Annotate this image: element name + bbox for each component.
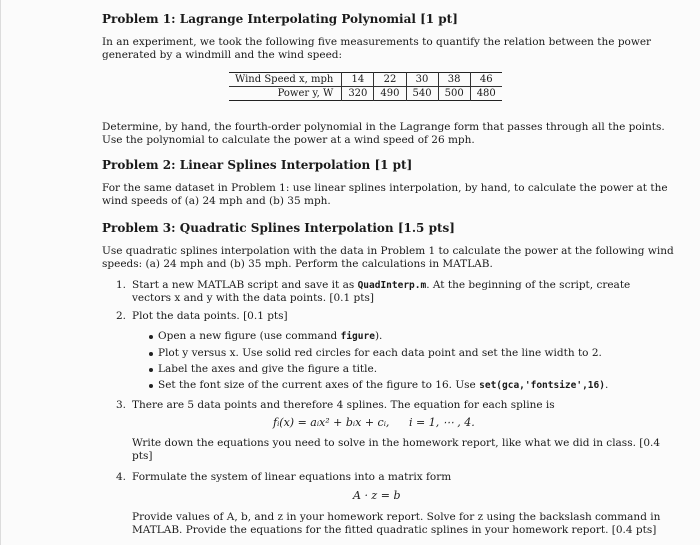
matrix-equation: A · z = b xyxy=(353,489,401,502)
bullet-dot xyxy=(149,352,153,356)
table-cell: 320 xyxy=(342,87,374,101)
table-cell: 38 xyxy=(438,73,470,87)
step4-line2: Provide values of A, b, and z in your homework report. Solve for z using the backslash command in xyxy=(132,511,661,523)
step4-line3: MATLAB. Provide the equations for the fitted quadratic splines in your homework report. [0.4 pts] xyxy=(132,524,657,536)
wind-data-table xyxy=(229,72,502,101)
spline-equation: fᵢ(x) = aᵢx² + bᵢx + cᵢ, xyxy=(273,416,390,429)
step1-line2: vectors x and y with the data points. [0.1 pts] xyxy=(132,292,374,304)
table-cell: 540 xyxy=(406,87,438,101)
step3-line2: Write down the equations you need to solve in the homework report, like what we did in class. [0.4 xyxy=(132,437,661,449)
step2-number: 2. xyxy=(116,310,127,322)
problem1-task-line1: Determine, by hand, the fourth-order polynomial in the Lagrange form that passes through all the points. xyxy=(102,121,665,133)
step1-text-b: . At the beginning of the script, create xyxy=(426,279,631,291)
step4-text: Formulate the system of linear equations into a matrix form xyxy=(132,471,452,483)
bullet4-text-b: . xyxy=(604,379,609,391)
bullet1-text-a: Open a new figure (use command xyxy=(158,330,338,342)
table-cell: 30 xyxy=(406,73,438,87)
problem1-task-line2: Use the polynomial to calculate the power at a wind speed of 26 mph. xyxy=(102,134,475,146)
table-cell: 480 xyxy=(470,87,502,101)
bullet1-code: figure xyxy=(340,331,375,342)
bullet-dot xyxy=(149,384,153,388)
bullet2-text: Plot y versus x. Use solid red circles for each data point and set the line width to 2. xyxy=(158,347,602,359)
problem2-line1: For the same dataset in Problem 1: use linear splines interpolation, by hand, to calculate the power at the xyxy=(102,182,668,194)
step1-text xyxy=(132,279,630,292)
table-cell: 490 xyxy=(374,87,406,101)
bullet4-text xyxy=(158,379,608,392)
problem2-title: Problem 2: Linear Splines Interpolation [1 pt] xyxy=(102,158,413,172)
row-label-power: Power y, W xyxy=(277,88,334,99)
table-row xyxy=(229,87,502,101)
bullet-dot xyxy=(149,335,153,339)
step2-text: Plot the data points. [0.1 pts] xyxy=(132,310,288,322)
step1-text-a: Start a new MATLAB script and save it as xyxy=(132,279,355,291)
table-cell: 46 xyxy=(470,73,502,87)
table-row xyxy=(229,73,502,87)
bullet1-text xyxy=(158,330,382,343)
problem3-title: Problem 3: Quadratic Splines Interpolation [1.5 pts] xyxy=(102,221,455,235)
bullet4-text-a: Set the font size of the current axes of the figure to 16. Use xyxy=(158,379,476,391)
step1-filename: QuadInterp.m xyxy=(357,280,427,291)
bullet4-code: set(gca,'fontsize',16) xyxy=(479,380,605,391)
problem3-line1: Use quadratic splines interpolation with the data in Problem 1 to calculate the power at the following wind xyxy=(102,245,674,257)
step4-number: 4. xyxy=(116,471,127,483)
step3-number: 3. xyxy=(116,399,127,411)
problem1-intro-line2: generated by a windmill and the wind speed: xyxy=(102,49,343,61)
spline-index-range: i = 1, ⋯ , 4. xyxy=(409,416,475,429)
step1-number: 1. xyxy=(116,279,127,291)
problem2-line2: wind speeds of (a) 24 mph and (b) 35 mph. xyxy=(102,195,331,207)
step3-line3: pts] xyxy=(132,450,153,462)
table-cell: 500 xyxy=(438,87,470,101)
bullet-dot xyxy=(149,368,153,372)
problem1-title: Problem 1: Lagrange Interpolating Polynomial [1 pt] xyxy=(102,12,458,26)
bullet1-text-b: ). xyxy=(374,330,383,342)
step3-text: There are 5 data points and therefore 4 splines. The equation for each spline is xyxy=(132,399,555,411)
problem3-line2: speeds: (a) 24 mph and (b) 35 mph. Perform the calculations in MATLAB. xyxy=(102,258,493,270)
bullet3-text: Label the axes and give the figure a title. xyxy=(158,363,378,375)
problem1-intro-line1: In an experiment, we took the following five measurements to quantify the relation between the power xyxy=(102,36,652,48)
row-label-speed: Wind Speed x, mph xyxy=(229,73,342,87)
table-cell: 22 xyxy=(374,73,406,87)
table-cell: 14 xyxy=(342,73,374,87)
